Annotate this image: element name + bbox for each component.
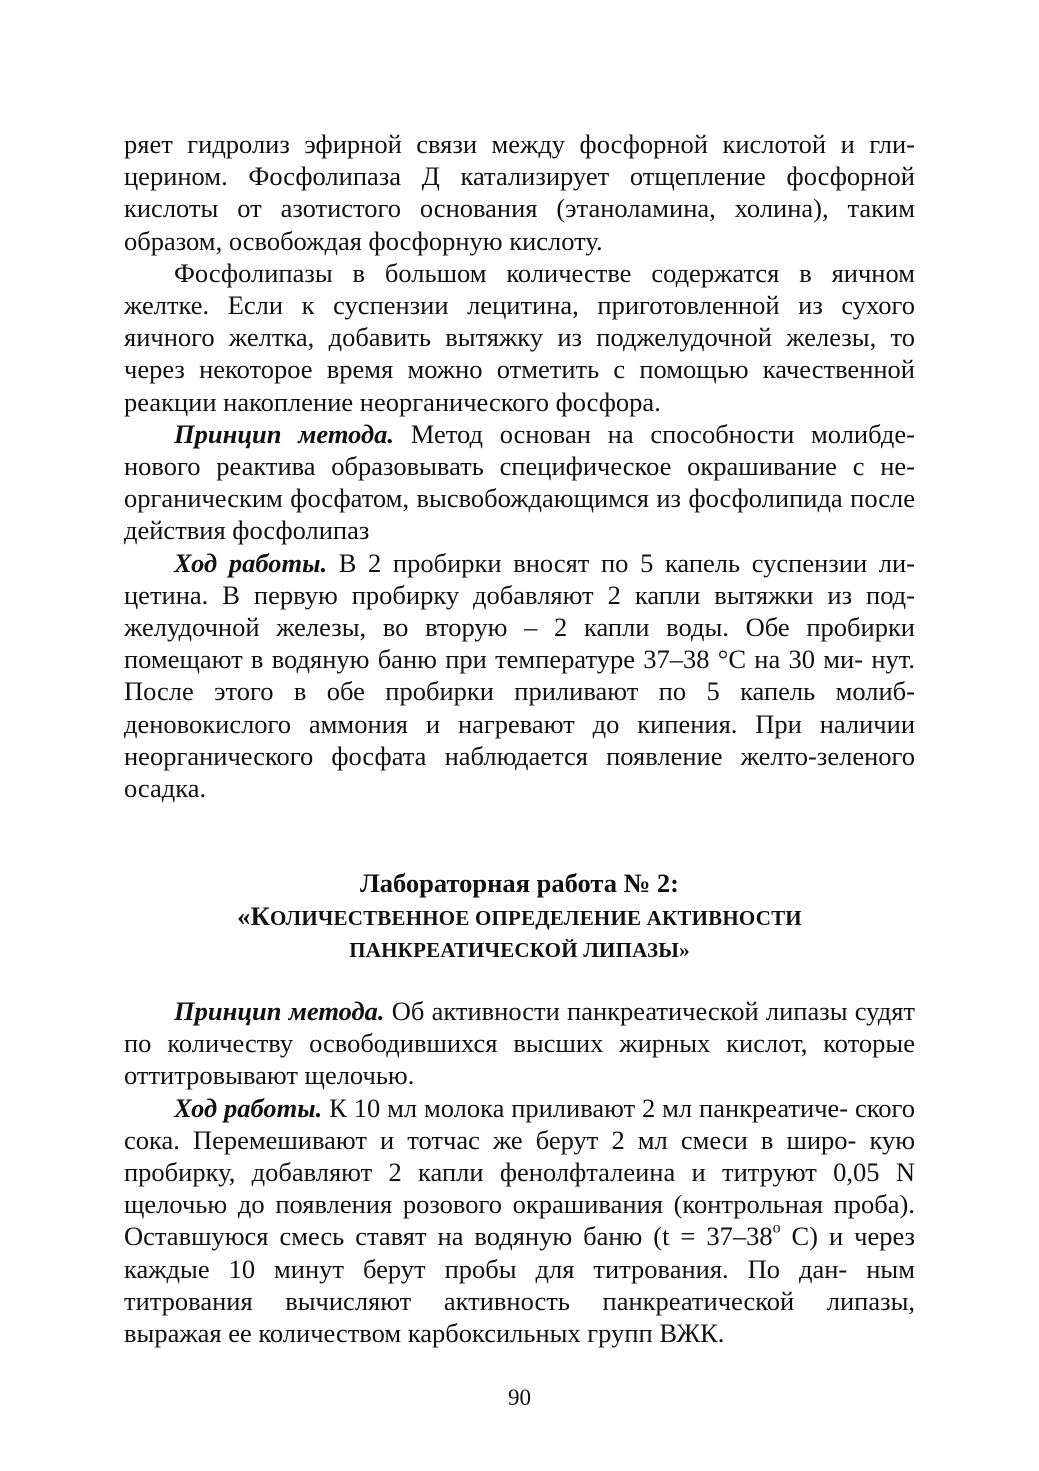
top-text-section [124,128,915,804]
page-number: 90 [508,1385,531,1410]
degree-superscript: o [772,1219,781,1237]
paragraph-hydrolysis: ряет гидролиз эфирной связи между фосфорной кислотой и гли- церином. Фосфолипаза Д катализирует отщепление фосфорной кислоты от азотистого основания (этаноламина, холина), таким образом, освобождая фосфорную кислоту. [124,129,915,256]
paragraph-lipase-procedure: Ход работы. К 10 мл молока приливают 2 мл панкреатиче- ского сока. Перемешивают и тотчас же берут 2 мл смеси в широ- кую пробирку, добавляют 2 капли фенолфталеина и титруют 0,05 N щелочью до появления розового окрашивания (контрольная проба). Оставшуюся смесь ставят на водяную баню ($t = 37-38^o$ С) и через каждые 10 минут берут пробы для титрования. По дан- ным титрования вычисляют активность панкреатической липазы, выражая ее количеством карбоксильных групп ВЖК. [124,1092,916,1349]
heading-subtitle-line2: ПАНКРЕАТИЧЕСКОЙ ЛИПАЗЫ» [349,938,690,962]
method-principle-label: Принцип метода. [174,418,395,449]
lab-work-heading [124,866,915,966]
lipase-principle-label: Принцип метода. [174,996,385,1026]
procedure-label: Ход работы. [174,547,328,578]
paragraph-procedure: Ход работы. В 2 пробирки вносят по 5 капель суспензии ли- цетина. В первую пробирку добавляют 2 капли вытяжки из под- желудочной железы, во вторую – 2 капли воды. Обе пробирки помещают в водяную баню при температуре 37–38 °С на 30 ми- нут. После этого в обе пробирки приливают по 5 капель молиб- деновокислого аммония и нагревают до кипения. При наличии неорганического фосфата наблюдается появление желто-зеленого осадка. [124,547,916,804]
paragraph-lipase-principle: Принцип метода. Об активности панкреатической липазы судят по количеству освободившихся высших жирных кислот, которые оттитровывают щелочью. [124,996,915,1091]
heading-title: Лабораторная работа № 2: [360,868,679,898]
heading-subtitle-line1: «КОЛИЧЕСТВЕННОЕ ОПРЕДЕЛЕНИЕ АКТИВНОСТИ [237,901,802,931]
lipase-procedure-label: Ход работы. [174,1092,323,1123]
bottom-text-section [124,995,915,1349]
paragraph-method-principle: Принцип метода. Метод основан на способности молибде- нового реактива образовывать специфическое окрашивание с не- органическим фосфатом, высвобождающимся из фосфолипида после действия фосфолипаз [124,418,916,546]
paragraph-phospholipases: Фосфолипазы в большом количестве содержатся в яичном желтке. Если к суспензии лецитина, приготовленной из сухого яичного желтка, добавить вытяжку из поджелудочной железы, то через некоторое время можно отметить с помощью качественной реакции накопление неорганического фосфора. [124,257,915,417]
